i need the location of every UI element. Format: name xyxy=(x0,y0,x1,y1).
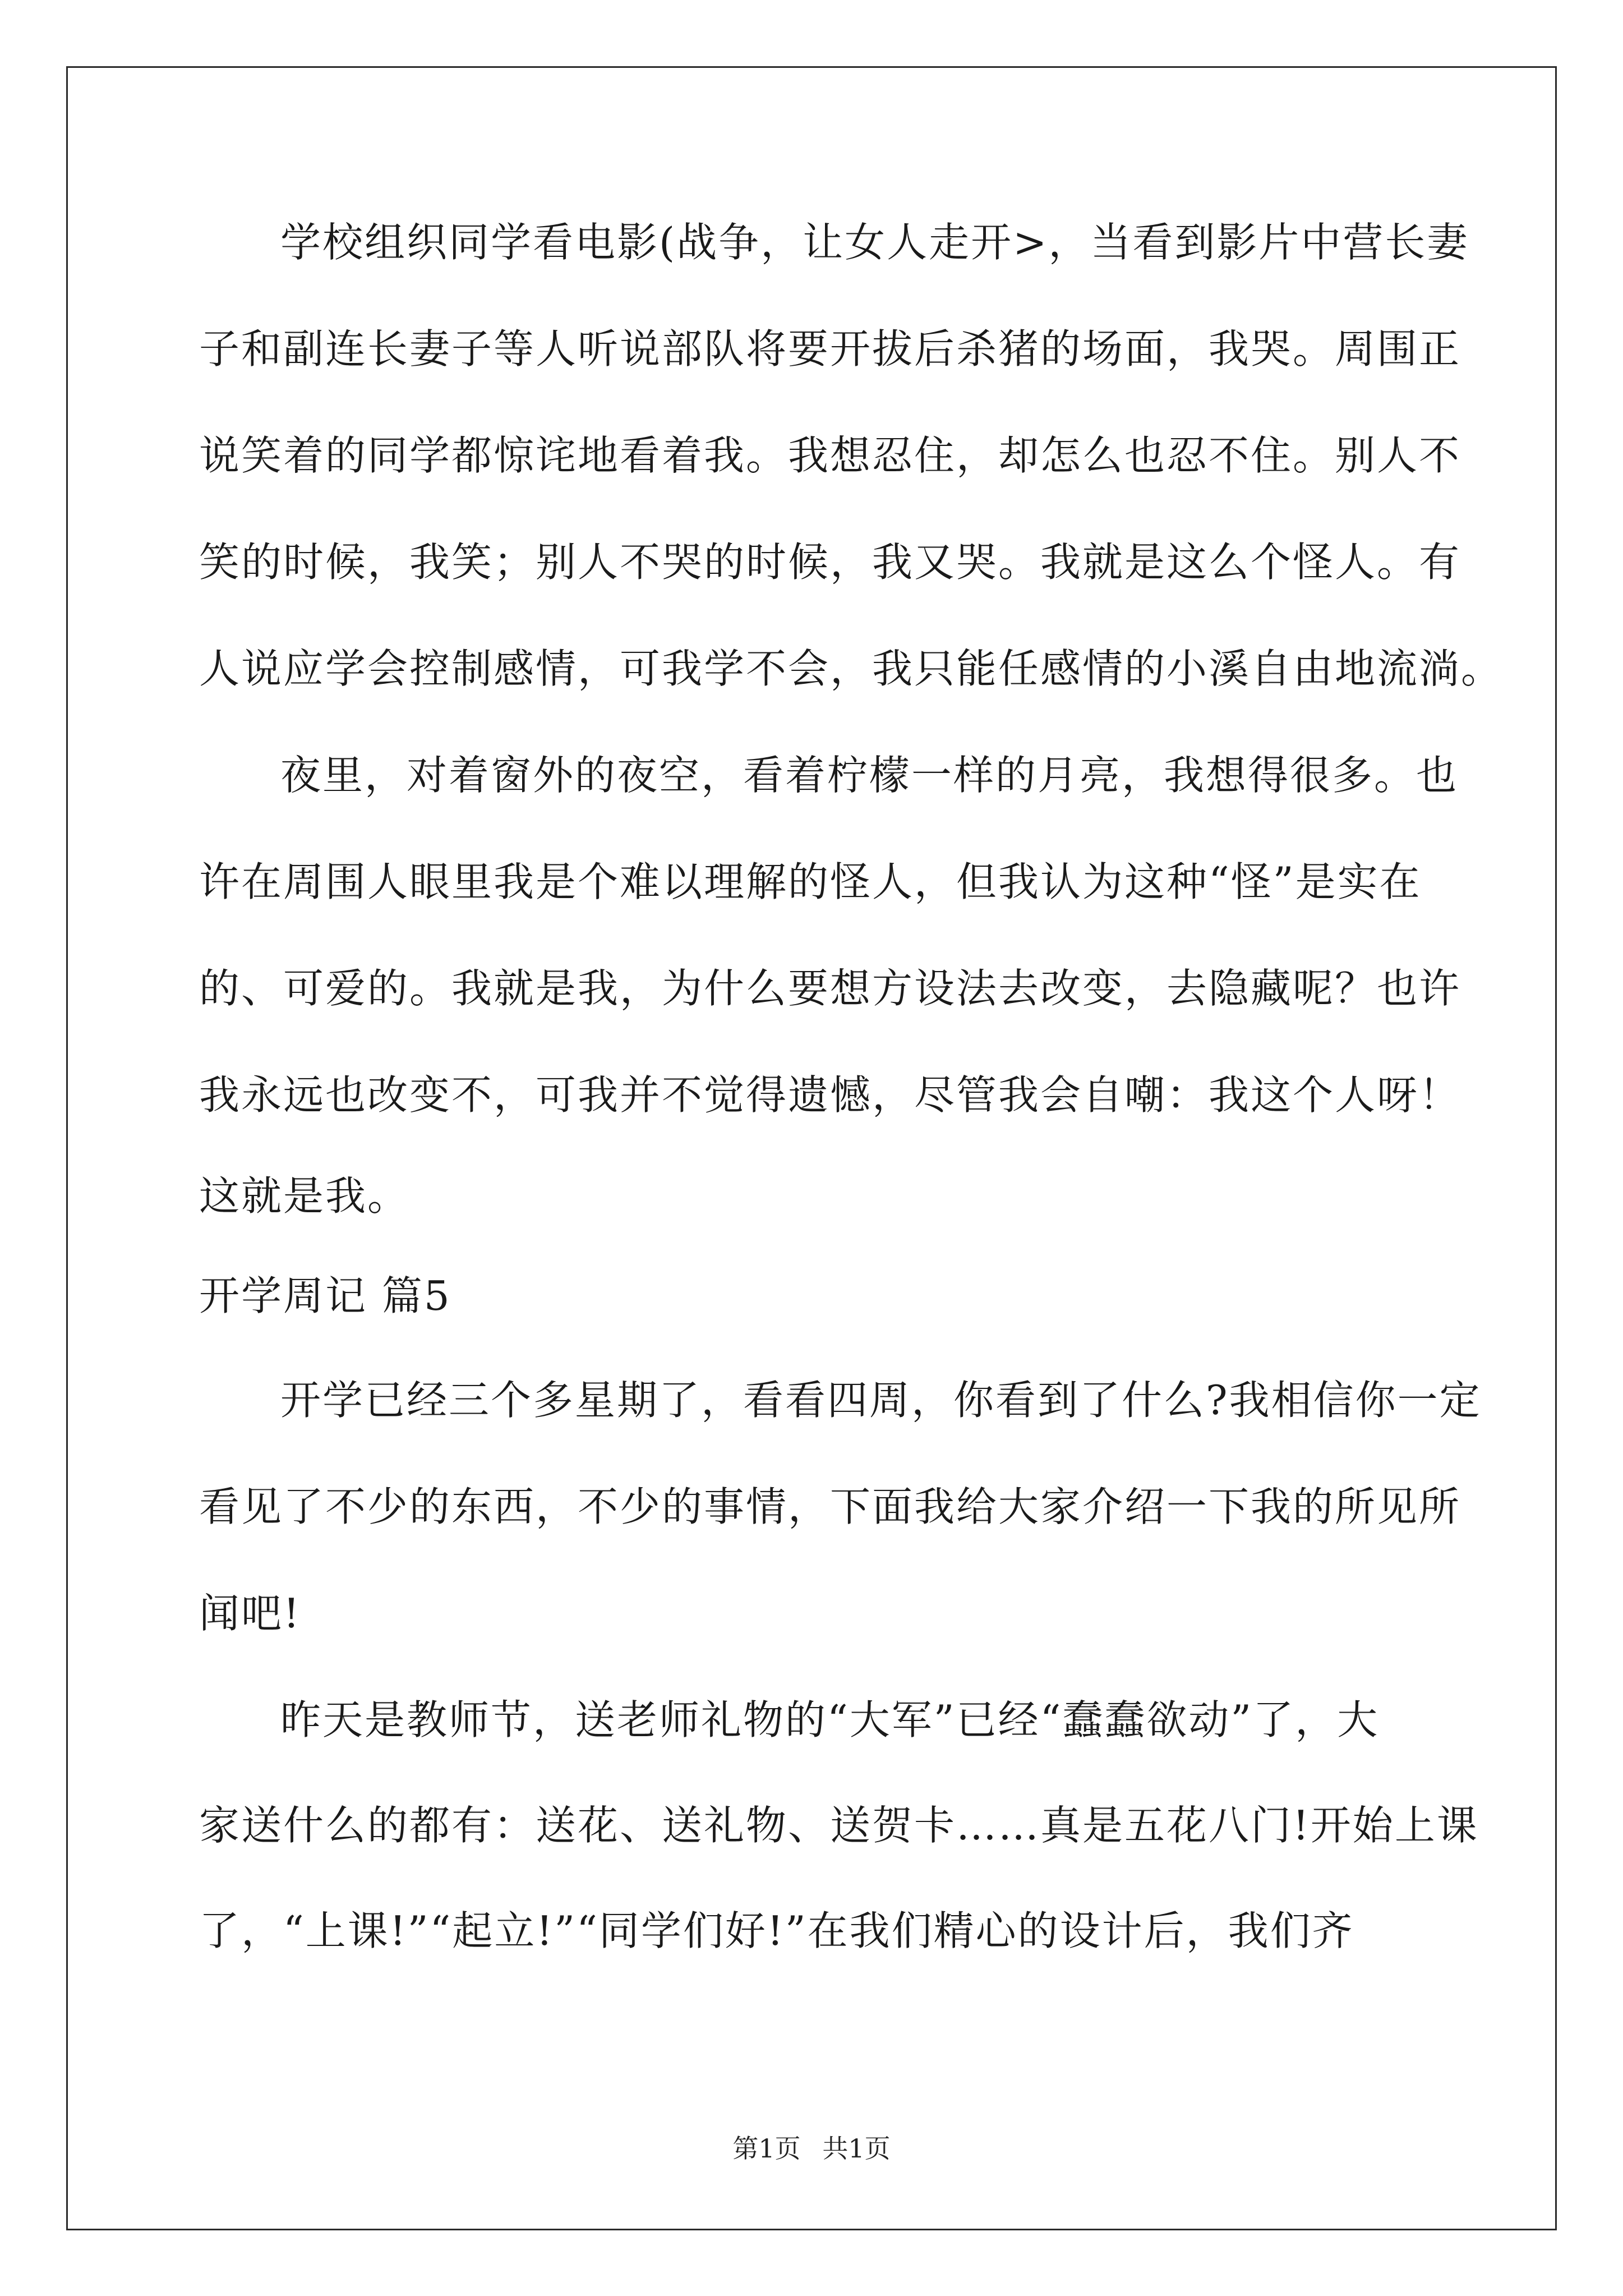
paragraph-line: 说笑着的同学都惊诧地看着我。我想忍住，却怎么也忍不住。别人不 xyxy=(199,432,1461,479)
paragraph-line: 笑的时候，我笑；别人不哭的时候，我又哭。我就是这么个怪人。有 xyxy=(199,539,1461,586)
paragraph-line: 我永远也改变不，可我并不觉得遗憾，尽管我会自嘲：我这个人呀！ xyxy=(199,1071,1461,1119)
paragraph-line: 这就是我。 xyxy=(199,1172,410,1220)
paragraph-line: 了，“上课!”“起立!”“同学们好!”在我们精心的设计后，我们齐 xyxy=(199,1907,1354,1954)
paragraph-line: 看见了不少的东西，不少的事情，下面我给大家介绍一下我的所见所 xyxy=(199,1483,1461,1530)
section-heading: 开学周记 篇5 xyxy=(199,1272,451,1319)
paragraph-line: 夜里，对着窗外的夜空，看着柠檬一样的月亮，我想得很多。也 xyxy=(280,752,1459,799)
paragraph-line: 闻吧! xyxy=(199,1590,301,1637)
paragraph-line: 家送什么的都有：送花、送礼物、送贺卡……真是五花八门!开始上课 xyxy=(199,1802,1479,1849)
page-footer xyxy=(0,2132,1623,2165)
paragraph-line: 开学已经三个多星期了，看看四周，你看到了什么?我相信你一定 xyxy=(280,1377,1482,1424)
paragraph-line: 子和副连长妻子等人听说部队将要开拔后杀猪的场面，我哭。周围正 xyxy=(199,325,1461,372)
page-total: 共1页 xyxy=(822,2133,891,2164)
paragraph-line: 学校组织同学看电影(战争，让女人走开>，当看到影片中营长妻 xyxy=(280,219,1469,266)
paragraph-line: 的、可爱的。我就是我，为什么要想方设法去改变，去隐藏呢？也许 xyxy=(199,965,1461,1012)
page-number: 第1页 xyxy=(732,2133,801,2164)
paragraph-line: 许在周围人眼里我是个难以理解的怪人，但我认为这种“怪”是实在 xyxy=(199,858,1422,905)
paragraph-line: 昨天是教师节，送老师礼物的“大军”已经“蠢蠢欲动”了，大 xyxy=(280,1696,1380,1743)
paragraph-line: 人说应学会控制感情，可我学不会，我只能任感情的小溪自由地流淌。 xyxy=(199,645,1504,692)
